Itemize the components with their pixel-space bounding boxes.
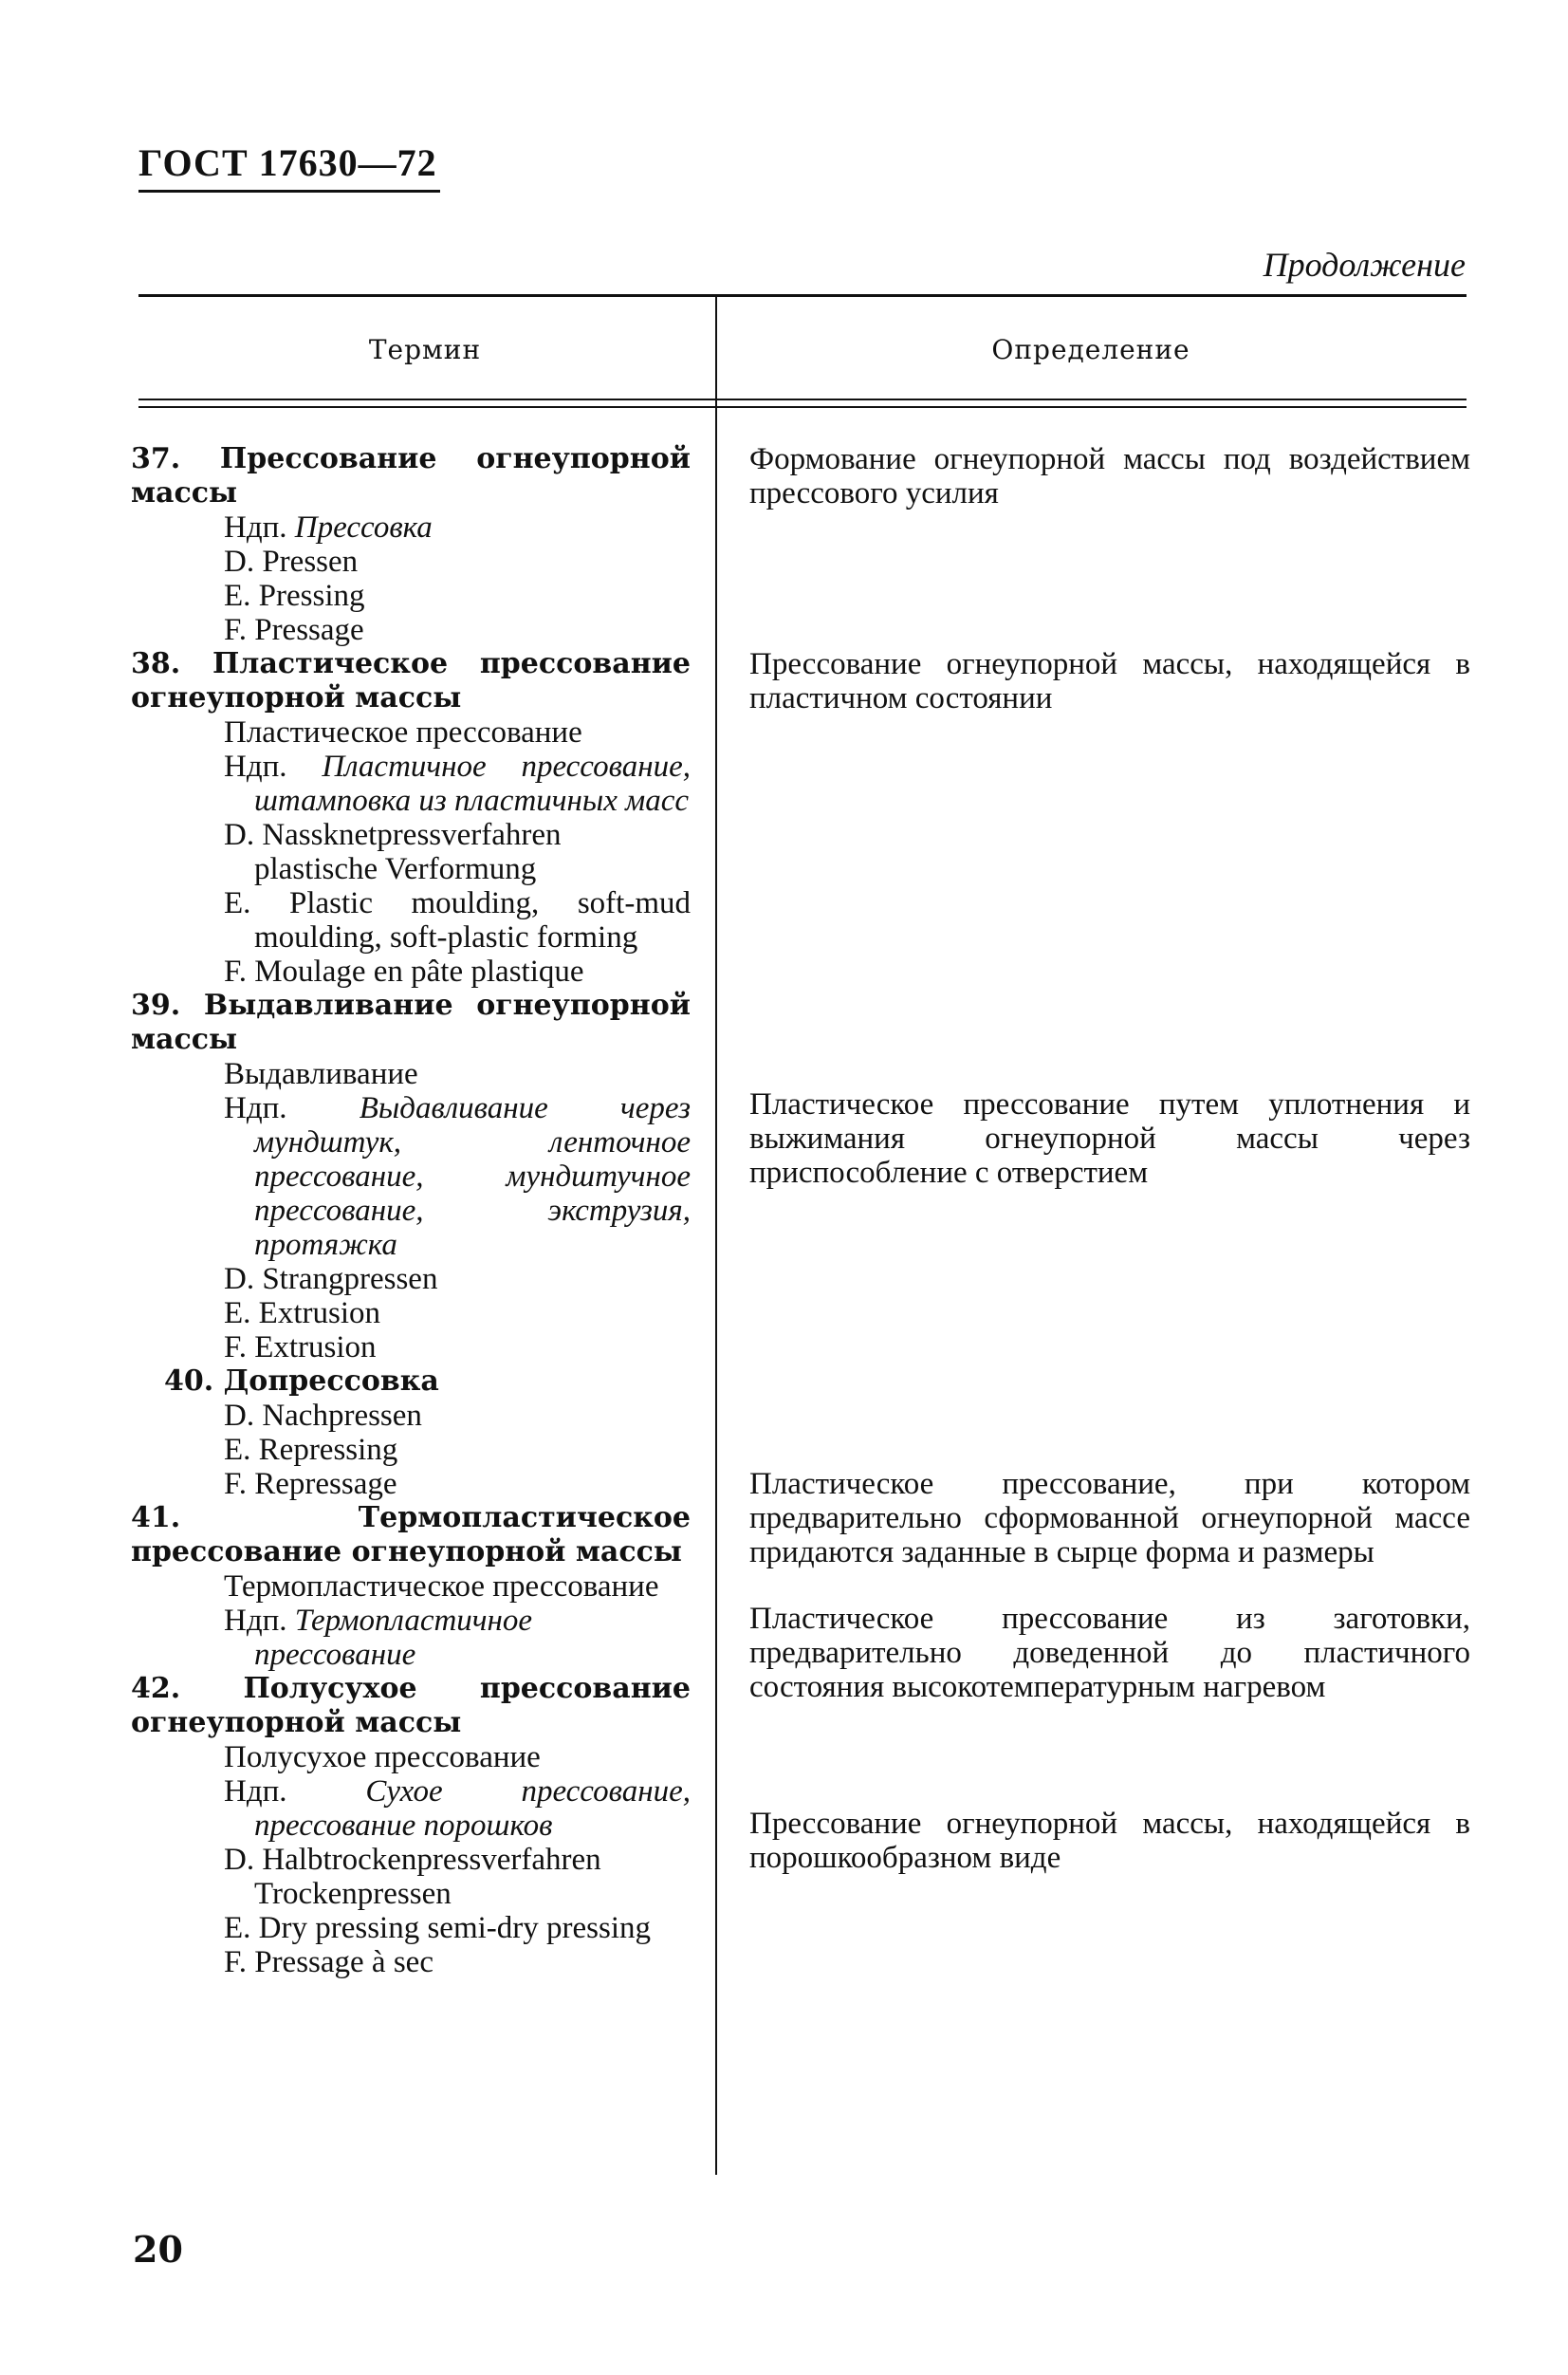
term-entry — [131, 989, 691, 1364]
foreign-term-de: D. Pressen — [224, 545, 359, 579]
term-heading: 37. Прессование огнеупорной массы — [131, 442, 691, 510]
term-entry — [131, 1364, 691, 1501]
header-rule-upper — [138, 399, 1467, 400]
definition-40: Пластическое прессование, при котором предварительно сформованной огнеупорной массе придаются заданные в сырце форма и размеры — [749, 1467, 1470, 1569]
foreign-term-en: E. Extrusion — [224, 1296, 380, 1330]
foreign-term-de: D. Halbtrockenpressverfahren Trockenpressen — [224, 1843, 601, 1911]
foreign-term-en: E. Plastic moulding, soft-mud moulding, soft-plastic forming — [224, 886, 691, 955]
term-entry — [131, 1501, 691, 1672]
ndp-label: Ндп. — [224, 1604, 287, 1638]
column-divider — [715, 296, 717, 2175]
ndp-label: Ндп. — [224, 1774, 287, 1809]
header-rule-lower — [138, 406, 1467, 408]
ndp-line — [131, 1774, 691, 1843]
document-code-underline — [138, 190, 440, 193]
term-heading: 42. Полусухое прессование огнеупорной массы — [131, 1672, 691, 1739]
table-top-rule — [138, 294, 1467, 297]
foreign-term-en: E. Dry pressing semi-dry pressing — [224, 1911, 652, 1945]
short-term: Термопластическое прессование — [224, 1569, 659, 1604]
term-heading: 40. Допрессовка — [164, 1364, 439, 1398]
foreign-term-fr: F. Moulage en pâte plastique — [224, 955, 584, 989]
foreign-term-fr: F. Extrusion — [224, 1330, 377, 1364]
terms-column — [131, 442, 691, 1979]
ndp-label: Ндп. — [224, 510, 287, 545]
term-entry — [131, 442, 691, 647]
short-term: Выдавливание — [224, 1057, 418, 1091]
ndp-terms: Выдавливание через мундштук, ленточное прессование, мундштучное прессование, экструзия, протяжка — [254, 1091, 691, 1262]
continuation-label: Продолжение — [1263, 246, 1466, 284]
ndp-terms: Термопластичное прессование — [254, 1604, 533, 1672]
ndp-line — [131, 1091, 691, 1262]
ndp-terms: Пластичное прессование, штамповка из пластичных масс — [254, 750, 691, 818]
column-header-term: Термин — [368, 334, 482, 365]
ndp-terms: Сухое прессование, прессование порошков — [254, 1774, 692, 1843]
term-entry — [131, 647, 691, 989]
term-heading: 38. Пластическое прессование огнеупорной массы — [131, 647, 691, 714]
ndp-label: Ндп. — [224, 750, 287, 784]
term-heading: 41. Термопластическое прессование огнеупорной массы — [131, 1501, 691, 1568]
foreign-term-en: E. Repressing — [224, 1433, 398, 1467]
term-entry — [131, 1672, 691, 1979]
ndp-line — [131, 510, 691, 545]
foreign-term-fr: F. Repressage — [224, 1467, 397, 1501]
ndp-label: Ндп. — [224, 1091, 287, 1125]
definition-42: Прессование огнеупорной массы, находящейся в порошкообразном виде — [749, 1807, 1470, 1875]
foreign-term-fr: F. Pressage — [224, 613, 364, 647]
ndp-line — [131, 1604, 691, 1672]
document-code: ГОСТ 17630—72 — [138, 141, 437, 184]
foreign-term-de: D. Nachpressen — [224, 1399, 422, 1433]
column-header-definition: Определение — [991, 334, 1190, 365]
foreign-term-de: D. Nassknetpressverfahren plastische Verformung — [224, 818, 562, 886]
short-term: Полусухое прессование — [224, 1740, 541, 1774]
foreign-term-de: D. Strangpressen — [224, 1262, 438, 1296]
definition-39: Пластическое прессование путем уплотнения и выжимания огнеупорной массы через приспособление с отверстием — [749, 1087, 1470, 1190]
term-heading: 39. Выдавливание огнеупорной массы — [131, 989, 691, 1056]
page-number: 20 — [133, 2228, 183, 2271]
definition-38: Прессование огнеупорной массы, находящейся в пластичном состоянии — [749, 647, 1470, 715]
definition-41: Пластическое прессование из заготовки, предварительно доведенной до пластичного состояния высокотемпературным нагревом — [749, 1602, 1470, 1704]
ndp-terms: Прессовка — [294, 510, 433, 545]
short-term: Пластическое прессование — [224, 715, 582, 750]
definition-37: Формование огнеупорной массы под воздействием прессового усилия — [749, 442, 1470, 510]
foreign-term-en: E. Pressing — [224, 579, 365, 613]
foreign-term-fr: F. Pressage à sec — [224, 1945, 434, 1979]
ndp-line — [131, 750, 691, 818]
